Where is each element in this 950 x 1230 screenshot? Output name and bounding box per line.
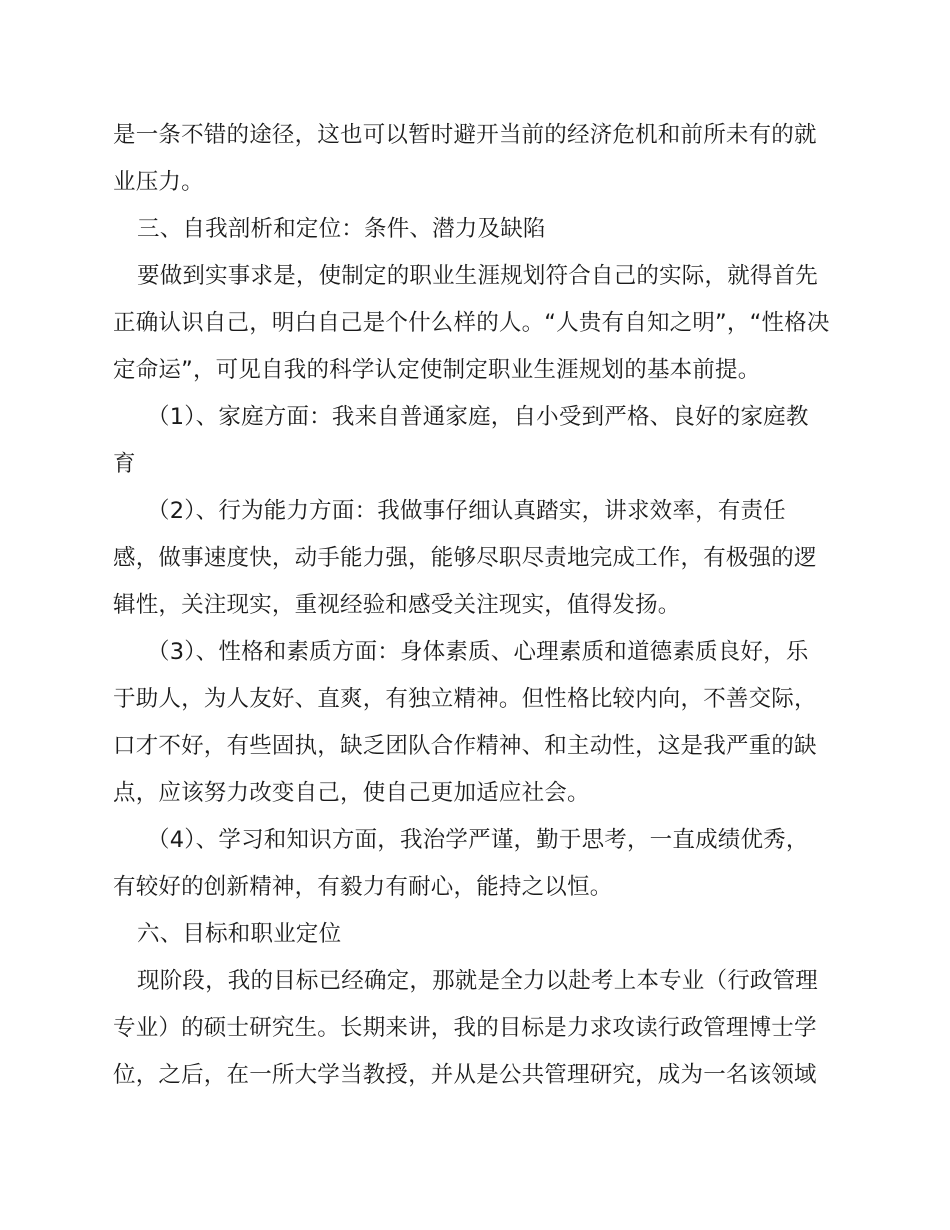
text-line: （2）、行为能力方面：我做事仔细认真踏实，讲求效率，有责任 bbox=[147, 498, 786, 524]
section-heading: 六、目标和职业定位 bbox=[137, 921, 342, 947]
text-line: 定命运”，可见自我的科学认定使制定职业生涯规划的基本前提。 bbox=[113, 357, 761, 383]
text-line: 要做到实事求是，使制定的职业生涯规划符合自己的实际，就得首先 bbox=[137, 263, 819, 289]
text-line: 现阶段，我的目标已经确定，那就是全力以赴考上本专业（行政管理 bbox=[137, 968, 819, 994]
text-line: 位，之后，在一所大学当教授，并从是公共管理研究，成为一名该领域 bbox=[113, 1062, 817, 1088]
text-line: 感，做事速度快，动手能力强，能够尽职尽责地完成工作，有极强的逻 bbox=[113, 545, 817, 571]
text-line: 辑性，关注现实，重视经验和感受关注现实，值得发扬。 bbox=[113, 592, 681, 618]
text-line: 于助人，为人友好、直爽，有独立精神。但性格比较内向，不善交际， bbox=[113, 686, 817, 712]
text-line: （1）、家庭方面：我来自普通家庭，自小受到严格、良好的家庭教 bbox=[147, 404, 809, 430]
section-heading: 三、自我剖析和定位：条件、潜力及缺陷 bbox=[137, 216, 546, 242]
text-line: （4）、学习和知识方面，我治学严谨，勤于思考，一直成绩优秀， bbox=[147, 827, 809, 853]
text-line: 有较好的创新精神，有毅力有耐心，能持之以恒。 bbox=[113, 874, 613, 900]
text-line: 口才不好，有些固执，缺乏团队合作精神、和主动性，这是我严重的缺 bbox=[113, 733, 817, 759]
text-line: 是一条不错的途径，这也可以暂时避开当前的经济危机和前所未有的就 bbox=[113, 122, 817, 148]
text-line: 育 bbox=[113, 451, 136, 477]
text-line: 业压力。 bbox=[113, 169, 204, 195]
text-line: 点，应该努力改变自己，使自己更加适应社会。 bbox=[113, 780, 590, 806]
text-line: 专业）的硕士研究生。长期来讲，我的目标是力求攻读行政管理博士学 bbox=[113, 1015, 817, 1041]
text-line: （3）、性格和素质方面：身体素质、心理素质和道德素质良好，乐 bbox=[147, 639, 809, 665]
text-line: 正确认识自己，明白自己是个什么样的人。“人贵有自知之明”，“性格决 bbox=[113, 310, 830, 336]
